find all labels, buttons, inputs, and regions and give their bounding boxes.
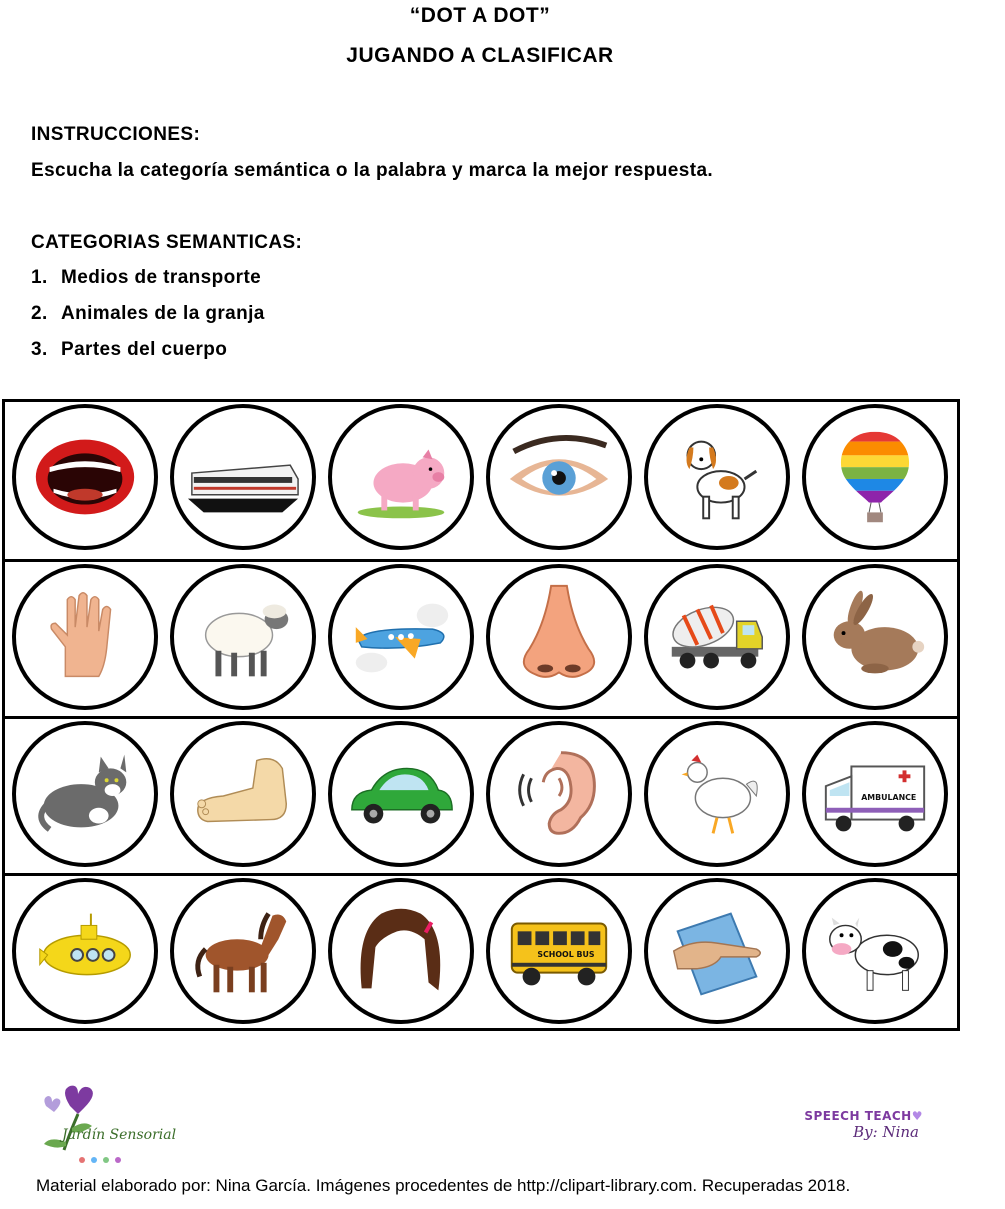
dot-mouth[interactable]: [12, 404, 158, 550]
horse-icon: [184, 892, 302, 1010]
cat-icon: [26, 735, 144, 853]
page-title: “DOT A DOT”: [409, 4, 551, 27]
dot-finger[interactable]: [644, 878, 790, 1024]
heart-icon: ♥: [911, 1109, 923, 1123]
hot-air-balloon-icon: [816, 418, 934, 536]
dot-pig[interactable]: [328, 404, 474, 550]
dot-school-bus[interactable]: [486, 878, 632, 1024]
finger-icon: [658, 892, 776, 1010]
dot-car[interactable]: [328, 721, 474, 867]
category-number: 1.: [31, 267, 48, 288]
dot-dog[interactable]: [644, 404, 790, 550]
dot-sheep[interactable]: [170, 564, 316, 710]
instructions-text: Escucha la categoría semántica o la palabra y marca la mejor respuesta.: [31, 160, 714, 181]
category-item-2: [31, 303, 265, 325]
dot-chicken[interactable]: [644, 721, 790, 867]
dog-icon: [658, 418, 776, 536]
school-bus-icon: [500, 892, 618, 1010]
logo-right-line1: SPEECH TEACH♥: [804, 1109, 923, 1123]
dot-submarine[interactable]: [12, 878, 158, 1024]
dot-horse[interactable]: [170, 878, 316, 1024]
category-number: 2.: [31, 303, 48, 324]
dot-ear[interactable]: [486, 721, 632, 867]
eye-icon: [500, 418, 618, 536]
submarine-icon: [26, 892, 144, 1010]
train-icon: [184, 418, 302, 536]
grid-row-1: [5, 402, 957, 557]
ear-icon: [500, 735, 618, 853]
ambulance-icon: [816, 735, 934, 853]
pig-icon: [342, 418, 460, 536]
dot-hot-air-balloon[interactable]: [802, 404, 948, 550]
dot-cow[interactable]: [802, 878, 948, 1024]
category-number: 3.: [31, 339, 48, 360]
category-item-1: [31, 267, 261, 289]
school-bus-label: SCHOOL BUS: [537, 949, 595, 959]
hair-icon: [342, 892, 460, 1010]
dot-airplane[interactable]: [328, 564, 474, 710]
instructions-heading: INSTRUCCIONES:: [31, 124, 201, 145]
dot-ambulance[interactable]: [802, 721, 948, 867]
chicken-icon: [658, 735, 776, 853]
page-subtitle: JUGANDO A CLASIFICAR: [346, 44, 614, 67]
grid-row-4: [5, 873, 957, 1031]
dot-train[interactable]: [170, 404, 316, 550]
dot-foot[interactable]: [170, 721, 316, 867]
sheep-icon: [184, 578, 302, 696]
nose-icon: [500, 578, 618, 696]
category-label: Partes del cuerpo: [61, 339, 228, 360]
dot-hair[interactable]: [328, 878, 474, 1024]
hand-icon: [26, 578, 144, 696]
category-label: Animales de la granja: [61, 303, 265, 324]
speech-teach-logo: [788, 1109, 923, 1141]
cement-truck-icon: [658, 578, 776, 696]
airplane-icon: [342, 578, 460, 696]
categories-heading: CATEGORIAS SEMANTICAS:: [31, 232, 303, 253]
dot-cat[interactable]: [12, 721, 158, 867]
dot-cement-truck[interactable]: [644, 564, 790, 710]
car-icon: [342, 735, 460, 853]
category-label: Medios de transporte: [61, 267, 262, 288]
dot-rabbit[interactable]: [802, 564, 948, 710]
footer-credits: Material elaborado por: Nina García. Imágenes procedentes de http://clipart-library.com. Recuperadas 2018.: [36, 1176, 851, 1195]
picture-grid: [2, 399, 960, 1031]
logo-left-text: Jardín Sensorial: [62, 1127, 177, 1143]
grid-row-2: [5, 559, 957, 717]
category-item-3: [31, 339, 227, 361]
dot-eye[interactable]: [486, 404, 632, 550]
dot-nose[interactable]: [486, 564, 632, 710]
jardin-sensorial-logo: [30, 1080, 160, 1170]
cow-icon: [816, 892, 934, 1010]
logo-right-line2: By: Nina: [853, 1123, 919, 1141]
foot-icon: [184, 735, 302, 853]
rabbit-icon: [816, 578, 934, 696]
mouth-icon: [26, 418, 144, 536]
grid-row-3: [5, 716, 957, 874]
ambulance-label: AMBULANCE: [861, 792, 917, 802]
dot-hand[interactable]: [12, 564, 158, 710]
